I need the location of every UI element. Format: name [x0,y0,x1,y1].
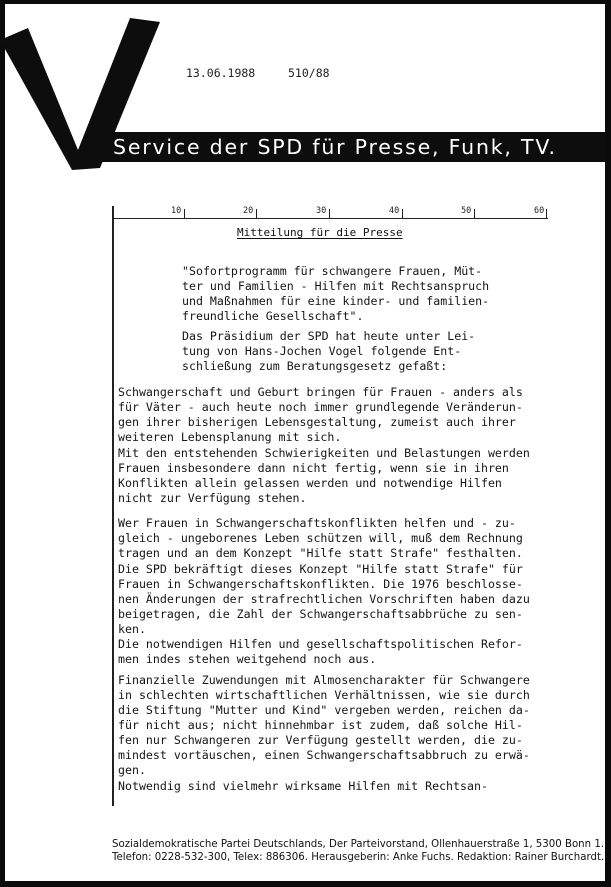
body-paragraph: Mit den entstehenden Schwierigkeiten und Belastungen werden Frauen insbesondere dann nicht fertig, wenn sie in ihren Konflikten allein gelassen werden und notwendige Hilfen nicht zur Verfügung stehen. [118,446,530,505]
footer-contact: Telefon: 0228-532-300, Telex: 886306. Herausgeberin: Anke Fuchs. Redaktion: Rainer Burchardt. [112,852,605,863]
typewriter-ruler [112,206,548,219]
ruler-mark: 40 [389,206,400,216]
intro-paragraph: Das Präsidium der SPD hat heute unter Lei- tung von Hans-Jochen Vogel folgende Ent- schließung zum Beratungsgesetz gefaßt: [182,329,476,373]
body-paragraph: Die SPD bekräftigt dieses Konzept "Hilfe statt Strafe" für Frauen in Schwangerschaftskonflikten. Die 1976 beschlosse- nen Änderungen der strafrechtlichen Vorschriften haben dazu beigetragen, die Zahl der Schwangerschaftsabbrüche zu sen- ken. [118,562,530,636]
ruler-mark: 60 [534,206,545,216]
service-banner-text: Service der SPD für Presse, Funk, TV. [113,135,557,159]
ruler-tick [184,209,185,218]
ruler-tick [329,209,330,218]
program-quote: "Sofortprogramm für schwangere Frauen, Müt- ter und Familien - Hilfen mit Rechtsanspruch und Maßnahmen für eine kinder- und familien- freundliche Gesellschaft". [182,264,490,323]
page-title: Mitteilung für die Presse [237,226,403,239]
body-paragraph: Notwendig sind vielmehr wirksame Hilfen mit Rechtsan- [118,779,488,793]
ruler-tick [256,209,257,218]
body-paragraph: Finanzielle Zuwendungen mit Almosencharakter für Schwangere in schlechten wirtschaftlichen Verhältnissen, wie sie durch die Stiftung "Mutter und Kind" vergeben werden, reichen da- für nicht aus; nicht hinnehmbar ist zudem, daß solche Hil- fen nur Schwangeren zur Verfügung gestellt werden, die zu- mindest vortäuschen, einen Schwangerschaftsabbruch zu erwä- gen. [118,673,530,777]
ruler-tick [402,209,403,218]
body-paragraph: Wer Frauen in Schwangerschaftskonflikten helfen und - zu- gleich - ungeborenes Leben schützen will, muß dem Rechnung tragen und an dem Konzept "Hilfe statt Strafe" festhalten. [118,516,523,560]
ruler-mark: 50 [461,206,472,216]
ruler-mark: 20 [243,206,254,216]
ruler-tick [546,209,547,218]
page-border-right [605,0,611,887]
margin-line [112,206,114,806]
release-number: 510/88 [288,66,330,80]
ruler-tick [474,209,475,218]
release-date: 13.06.1988 [186,66,256,80]
page-border-bottom [0,881,611,887]
v-logo-icon [0,0,160,200]
ruler-mark: 30 [316,206,327,216]
body-paragraph: Schwangerschaft und Geburt bringen für Frauen - anders als für Väter - auch heute noch immer grundlegende Veränderun- gen ihrer bisherigen Lebensgestaltung, zumeist auch ihrer weiteren Lebensplanung mit sich. [118,385,523,444]
footer-address: Sozialdemokratische Partei Deutschlands, Der Parteivorstand, Ollenhauerstraße 1, 5300 Bonn 1. [112,839,605,850]
body-paragraph: Die notwendigen Hilfen und gesellschaftspolitischen Refor- men indes stehen weitgehend noch aus. [118,637,523,666]
ruler-mark: 10 [171,206,182,216]
